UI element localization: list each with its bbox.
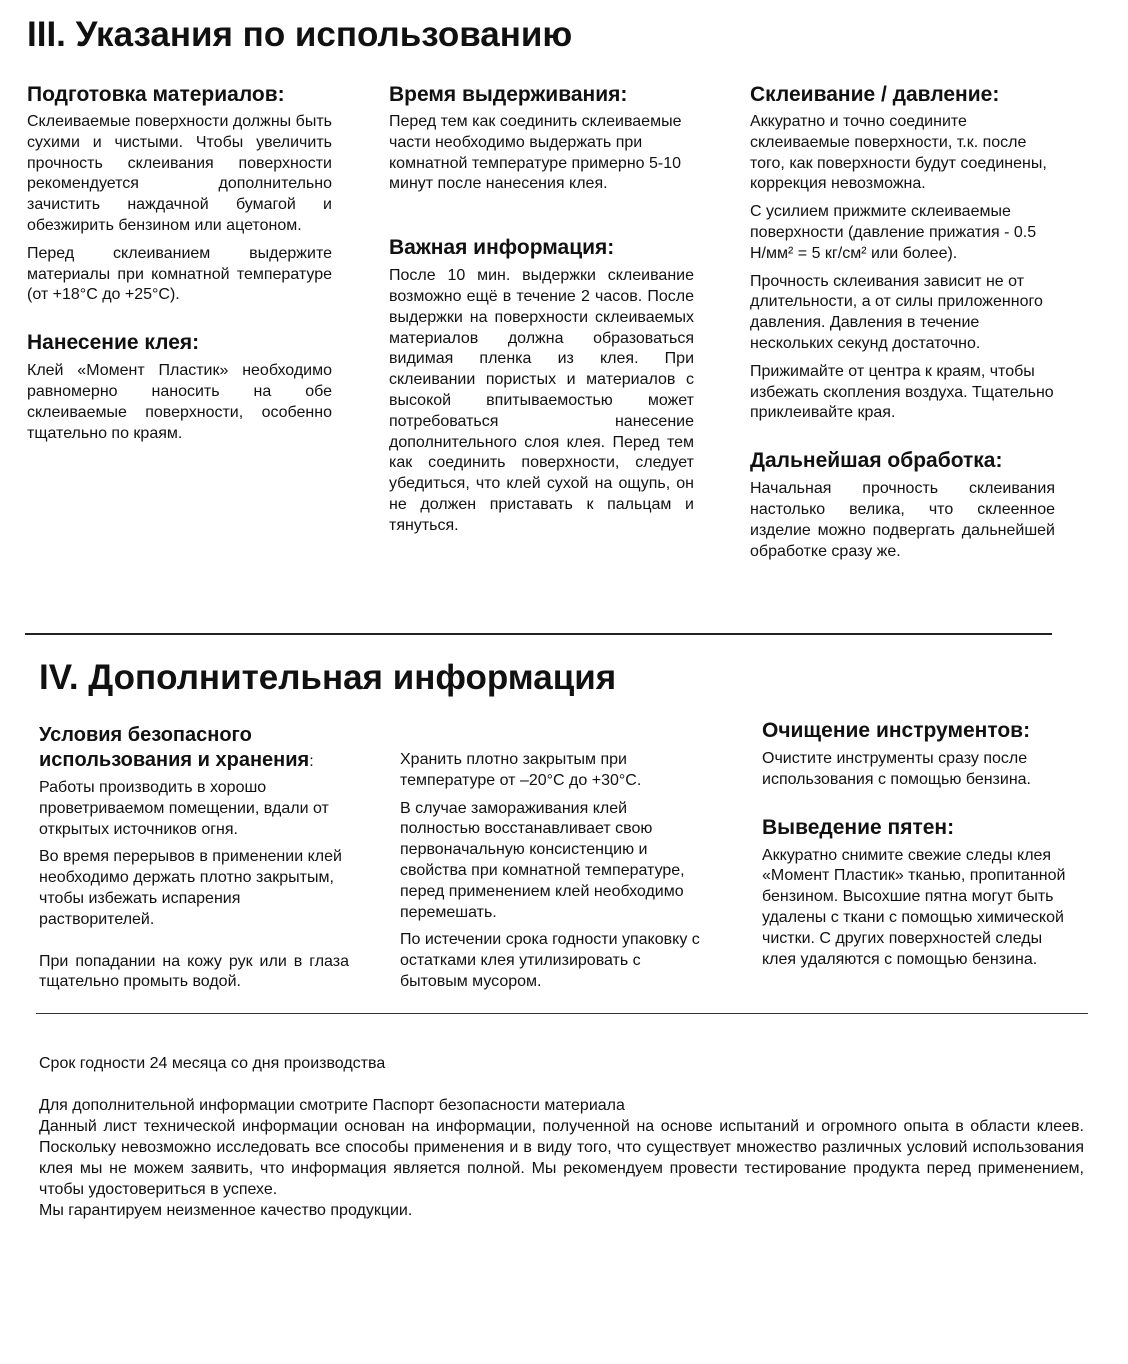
heading-bonding-pressure: Склеивание / давление: (750, 83, 1000, 106)
paragraph-safety-2: Во время перерывов в применении клей необходимо держать плотно закрытым, чтобы избежать испарения растворителей. (39, 848, 342, 928)
heading-stain-removal: Выведение пятен: (762, 815, 955, 839)
paragraph-open-time: Перед тем как соединить склеиваемые части необходимо выдержать при комнатной температуре примерно 5-10 минут после нанесения клея. (389, 113, 682, 193)
heading-safety-storage-text: Условия безопасного использования и хранения (39, 724, 310, 771)
shelf-life: Срок годности 24 месяца со дня производства (39, 1055, 386, 1072)
section-4-column-3 (762, 718, 1072, 970)
paragraph-bonding-1: Аккуратно и точно соедините склеиваемые поверхности, т.к. после того, как поверхности будут соединены, коррекция невозможна. (750, 113, 1047, 193)
heading-preparation: Подготовка материалов: (27, 83, 285, 106)
paragraph-storage-1: Хранить плотно закрытым при температуре от –20°С до +30°С. (400, 751, 642, 789)
msds-reference: Для дополнительной информации смотрите Паспорт безопасности материала (39, 1097, 625, 1114)
section-4-column-2 (400, 750, 705, 993)
paragraph-preparation-1: Склеиваемые поверхности должны быть сухими и чистыми. Чтобы увеличить прочность склеивания поверхности рекомендуется дополнительно зачистить наждачной бумагой и обезжирить бензином или ацетоном. (27, 113, 332, 234)
quality-guarantee: Мы гарантируем неизменное качество продукции. (39, 1202, 413, 1219)
paragraph-safety-1: Работы производить в хорошо проветриваемом помещении, вдали от открытых источников огня. (39, 779, 329, 838)
section-3-column-3 (750, 82, 1055, 562)
heading-safety-storage (39, 723, 349, 774)
paragraph-further-processing: Начальная прочность склеивания настолько велика, что склеенное изделие можно подвергать дальнейшей обработке сразу же. (750, 480, 1055, 560)
footer (39, 1053, 1084, 1221)
paragraph-bonding-2: С усилием прижмите склеиваемые поверхности (давление прижатия - 0.5 Н/мм² = 5 кг/см² или более). (750, 203, 1037, 262)
paragraph-stain-removal: Аккуратно снимите свежие следы клея «Момент Пластик» тканью, пропитанной бензином. Высохшие пятна могут быть удалены с ткани с помощью химической чистки. С других поверхностей следы клея удаляются с помощью бензина. (762, 846, 1066, 968)
section-4-title: IV. Дополнительная информация (39, 658, 617, 697)
paragraph-important-info: После 10 мин. выдержки склеивание возможно ещё в течение 2 часов. После выдержки на поверхности склеиваемых материалов должна образоваться видимая пленка из клея. При склеивании пористых и материалов с высокой впитываемостью может потребоваться нанесение дополнительного слоя клея. Перед тем как соединить поверхности, следует убедиться, что клей сухой на ощупь, он не должен приставать к пальцам и тянуться. (389, 267, 694, 534)
paragraph-tool-cleaning: Очистите инструменты сразу после использования с помощью бензина. (762, 750, 1031, 788)
paragraph-storage-3: По истечении срока годности упаковку с остатками клея утилизировать с бытовым мусором. (400, 931, 700, 990)
disclaimer: Данный лист технической информации основан на информации, полученной на основе испытаний и огромного опыта в области клеев. Поскольку невозможно исследовать все способы применения и в виду того, что существует множество различных условий использования клея мы не можем заявить, что информация является полной. Мы рекомендуем провести тестирование продукта перед применением, чтобы удостовериться в успехе. (39, 1118, 1084, 1198)
paragraph-storage-2: В случае замораживания клей полностью восстанавливает свою первоначальную консистенцию и свойства при комнатной температуре, перед применением клей необходимо перемешать. (400, 799, 685, 921)
heading-tool-cleaning: Очищение инструментов: (762, 719, 1031, 742)
paragraph-safety-3: При попадании на кожу рук или в глаза тщательно промыть водой. (39, 952, 349, 991)
section-divider (25, 633, 1052, 635)
section-3-column-2 (389, 82, 694, 537)
heading-safety-storage-colon: : (309, 753, 314, 770)
paragraph-preparation-2: Перед склеиванием выдержите материалы при комнатной температуре (от +18°С до +25°С). (27, 244, 332, 304)
section-3-title: III. Указания по использованию (27, 15, 573, 54)
section-4-column-1 (39, 723, 349, 993)
paragraph-application: Клей «Момент Пластик» необходимо равномерно наносить на обе склеиваемые поверхности, особенно тщательно по краям. (27, 362, 332, 442)
heading-open-time: Время выдерживания: (389, 83, 628, 106)
heading-further-processing: Дальнейшая обработка: (750, 449, 1003, 473)
paragraph-bonding-3: Прочность склеивания зависит не от длительности, а от силы приложенного давления. Давления в течение нескольких секунд достаточно. (750, 272, 1043, 352)
footer-divider (36, 1013, 1088, 1014)
heading-important-info: Важная информация: (389, 236, 615, 260)
section-3-column-1 (27, 82, 332, 444)
paragraph-bonding-4: Прижимайте от центра к краям, чтобы избежать скопления воздуха. Тщательно приклеивайте края. (750, 362, 1054, 422)
heading-application: Нанесение клея: (27, 331, 200, 355)
